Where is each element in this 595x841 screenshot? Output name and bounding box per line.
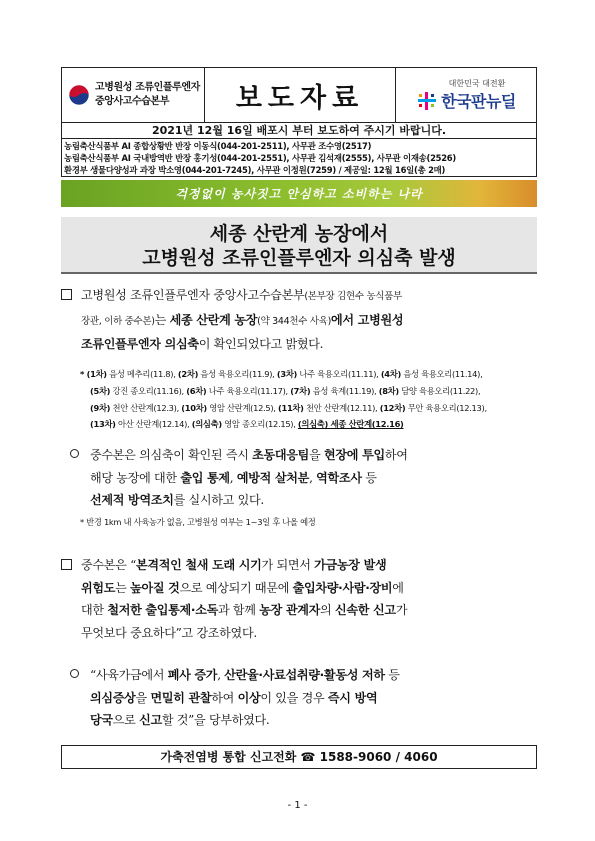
title-block (205, 68, 396, 122)
newdeal-mark-icon (416, 91, 438, 111)
outbreak-note-segment: 나주 육용오리(11.11), (299, 369, 381, 379)
contact-line: 환경부 생물다양성과 과장 박소영(044-201-7245), 사무관 이정원(7259) / 제공일: 12월 16일(총 2매) (64, 165, 446, 175)
paragraph-3-line3: 대한 철저한 출입통제·소독과 함께 농장 관계자의 신속한 신고가 (81, 603, 408, 617)
paragraph-2-note: * 반경 1km 내 사육농가 없음, 고병원성 여부는 1~3일 후 나올 예정 (80, 516, 316, 527)
outbreak-note-segment: (4차) (380, 369, 401, 379)
paragraph-3 (61, 554, 547, 644)
paragraph-3-line4: 무엇보다 중요하다”고 강조하였다. (81, 625, 257, 640)
outbreak-note-segment: (의심축) 세종 산란계(12.16) (297, 419, 404, 430)
contact-info (61, 139, 537, 177)
paragraph-4-line2: 의심증상을 면밀히 관찰하여 이상이 있을 경우 즉시 방역 (90, 690, 378, 705)
outbreak-note-segment: (12차) (379, 402, 406, 413)
square-bullet-icon (61, 289, 72, 300)
paragraph-3-line2: 위험도는 높아질 것으로 예상되기 때문에 출입차량·사람·장비에 (81, 580, 404, 595)
outbreak-note-segment: (10차) (181, 402, 207, 413)
outbreak-note-segment: * (1차) (80, 369, 107, 379)
circle-bullet-icon (70, 449, 79, 458)
outbreak-note-line (80, 416, 550, 433)
headline (61, 217, 537, 274)
org-name-line2: 중앙사고수습본부 (95, 96, 170, 107)
outbreak-note-segment: (8차) (378, 385, 399, 396)
outbreak-note-segment: 나주 육용오리(11.17), (208, 385, 291, 396)
paragraph-2-line3: 선제적 방역조치를 실시하고 있다. (90, 493, 264, 507)
paragraph-1-line3: 조류인플루엔자 의심축이 확인되었다고 밝혔다. (81, 337, 324, 351)
outbreak-note-segment: 담양 육용오리(11.22), (401, 385, 481, 396)
contact-line: 농림축산식품부 AI 국내방역반 반장 홍기성(044-201-2551), 사무관 김석재(2555), 사무관 이재송(2526) (64, 153, 456, 163)
outbreak-note-segment: 천안 산란계(12.11), (305, 402, 380, 413)
outbreak-note-segment: (의심축) (191, 419, 222, 430)
government-emblem-icon (68, 84, 90, 106)
press-release-title: 보도자료 (235, 82, 365, 114)
outbreak-note-segment: (13차) (90, 419, 116, 430)
outbreak-note-segment: (5차) (90, 385, 111, 396)
report-hotline: 가축전염병 통합 신고전화 ☎ 1588-9060 / 4060 (61, 745, 537, 769)
outbreak-note-segment: (11차) (277, 402, 304, 413)
outbreak-note-segment: 아산 산란계(12.14), (118, 419, 192, 430)
headline-line1: 세종 산란계 농장에서 (209, 223, 389, 245)
outbreak-note-line (80, 366, 550, 383)
paragraph-1-line1: 고병원성 조류인플루엔자 중앙사고수습본부(본부장 김현수 농식품부 (61, 284, 547, 309)
outbreak-note-segment: 무안 육용오리(12.13), (407, 402, 487, 413)
outbreak-note-segment: (6차) (186, 385, 207, 396)
outbreak-note-segment: 영암 산란계(12.5), (209, 402, 278, 413)
outbreak-note-segment: 음성 육계(11.19), (312, 385, 379, 396)
outbreak-note-line (80, 400, 550, 417)
outbreak-note-segment: (9차) (90, 402, 111, 413)
outbreak-note-segment: 영암 종오리(12.15), (224, 419, 298, 430)
paragraph-1 (61, 284, 547, 356)
outbreak-note-segment: 음성 육용오리(11.9), (200, 369, 277, 379)
paragraph-3-line1: 중수본은 “본격적인 철새 도래 시기가 되면서 가금농장 발생 (61, 554, 547, 577)
outbreak-note-segment: 강진 종오리(11.16), (112, 385, 187, 396)
org-block (62, 68, 205, 122)
headline-line2: 고병원성 조류인플루엔자 의심축 발생 (142, 247, 456, 269)
org-name-line1: 고병원성 조류인플루엔자 (95, 82, 200, 93)
outbreak-note-segment: 음성 육용오리(11.14), (403, 369, 483, 379)
paragraph-1-line2: 장관, 이하 중수본)는 세종 산란계 농장(약 344천수 사육)에서 고병원성 (81, 312, 404, 327)
release-notice: 2021년 12월 16일 배포시 부터 보도하여 주시기 바랍니다. (61, 123, 537, 139)
outbreak-note-segment: (3차) (276, 369, 298, 379)
circle-bullet-icon (70, 669, 79, 678)
outbreak-note-segment: (7차) (290, 385, 311, 396)
page-number: - 1 - (287, 800, 308, 811)
paragraph-4 (70, 664, 546, 732)
newdeal-tagline: 대한민국 대전환 (448, 79, 506, 88)
square-bullet-icon (61, 559, 72, 570)
contact-line: 농림축산식품부 AI 종합상황반 반장 이동식(044-201-2511), 사무관 조수영(2517) (64, 141, 372, 151)
newdeal-logo (396, 68, 536, 122)
paragraph-4-line3: 당국으로 신고할 것”을 당부하였다. (90, 713, 270, 727)
paragraph-2-line1: 중수본은 의심축이 확인된 즉시 초동대응팀을 현장에 투입하여 (70, 444, 546, 467)
outbreak-note-segment: 음성 메추리(11.8), (109, 369, 178, 379)
newdeal-text: 한국판뉴딜 (441, 92, 516, 111)
slogan-banner (61, 180, 537, 207)
outbreak-note-line (80, 383, 550, 400)
slogan-text: 걱정없이 농사짓고 안심하고 소비하는 나라 (175, 187, 423, 201)
paragraph-4-line1: “사육가금에서 폐사 증가, 산란율·사료섭취량·활동성 저하 등 (70, 664, 546, 687)
paragraph-2 (70, 444, 546, 530)
paragraph-2-line2: 해당 농장에 대한 출입 통제, 예방적 살처분, 역학조사 등 (90, 470, 377, 485)
outbreak-notes (80, 366, 550, 433)
outbreak-note-segment: 천안 산란계(12.3), (112, 402, 182, 413)
outbreak-note-segment: (2차) (177, 369, 199, 379)
press-header (61, 67, 537, 123)
